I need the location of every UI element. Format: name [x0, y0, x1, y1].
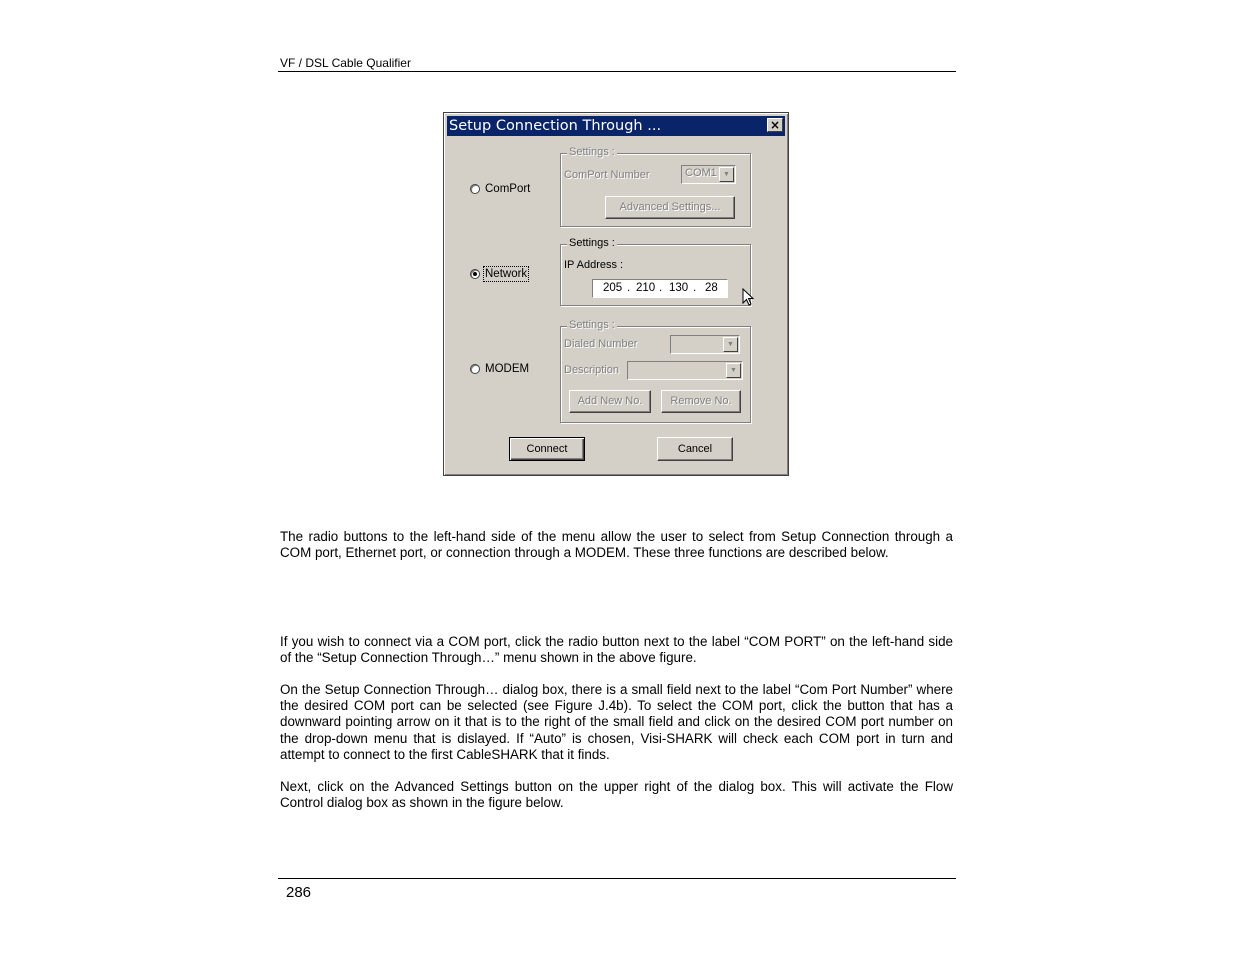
radio-network-label: Network: [485, 268, 528, 280]
chevron-down-icon[interactable]: ▼: [726, 363, 741, 378]
ip-octet-4[interactable]: 28: [705, 282, 718, 294]
close-button[interactable]: ×: [767, 118, 783, 132]
ip-address-label: IP Address :: [564, 259, 624, 271]
network-settings-legend: Settings :: [569, 237, 615, 249]
dialed-number-select[interactable]: [670, 335, 740, 354]
radio-modem[interactable]: [470, 363, 529, 375]
add-new-number-button[interactable]: Add New No.: [569, 390, 651, 413]
ip-dot: .: [659, 282, 663, 294]
dialog-titlebar: [447, 116, 785, 136]
description-label: Description: [564, 364, 620, 376]
paragraph-advanced-settings: Next, click on the Advanced Settings button on the upper right of the dialog box. This will activate the Flow Control dialog box as shown in the figure below.: [280, 779, 953, 811]
radio-modem-label: MODEM: [485, 363, 530, 375]
comport-settings-legend: Settings :: [569, 146, 615, 158]
radio-comport-label: ComPort: [485, 183, 531, 195]
radio-comport[interactable]: [470, 183, 530, 195]
connect-button[interactable]: Connect: [509, 437, 585, 461]
cancel-button[interactable]: Cancel: [657, 437, 733, 461]
dialed-number-label: Dialed Number: [564, 338, 638, 350]
ip-dot: .: [693, 282, 697, 294]
footer-rule: [278, 878, 956, 879]
modem-settings-legend: Settings :: [569, 319, 615, 331]
paragraph-intro: The radio buttons to the left-hand side of the menu allow the user to select from Setup Connection through a COM port, Ethernet port, or connection through a MODEM. These three functions are described below.: [280, 529, 953, 561]
paragraph-comport: If you wish to connect via a COM port, click the radio button next to the label “COM PORT” on the left-hand side of the “Setup Connection Through…” menu shown in the above figure.: [280, 634, 953, 666]
advanced-settings-button[interactable]: Advanced Settings...: [605, 196, 735, 219]
ip-dot: .: [627, 282, 631, 294]
ip-address-field[interactable]: [592, 279, 728, 298]
comport-number-label: ComPort Number: [564, 169, 650, 181]
ip-octet-2[interactable]: 210: [636, 282, 656, 294]
mouse-pointer-icon: [742, 288, 754, 307]
comport-number-value: COM1: [685, 167, 717, 179]
radio-circle-icon: [470, 364, 480, 374]
comport-number-select[interactable]: [681, 165, 736, 184]
chevron-down-icon[interactable]: ▼: [719, 167, 734, 182]
description-select[interactable]: [627, 361, 743, 380]
header-rule: [278, 71, 956, 72]
ip-octet-1[interactable]: 205: [603, 282, 623, 294]
page-number: 286: [286, 884, 312, 901]
paragraph-comport-number: On the Setup Connection Through… dialog box, there is a small field next to the label “Com Port Number” where the desired COM port can be selected (see Figure J.4b). To select the COM port, click the button that has a downward pointing arrow on it that is to the right of the small field and click on the desired COM port number on the drop-down menu that is dislayed. If “Auto” is chosen, Visi-SHARK will check each COM port in turn and attempt to connect to the first CableSHARK that it finds.: [280, 682, 953, 762]
radio-circle-icon: [470, 184, 480, 194]
radio-network[interactable]: [470, 268, 527, 280]
ip-octet-3[interactable]: 130: [669, 282, 689, 294]
chevron-down-icon[interactable]: ▼: [723, 337, 738, 352]
radio-selected-icon: [470, 269, 480, 279]
remove-number-button[interactable]: Remove No.: [661, 390, 741, 413]
dialog-title: Setup Connection Through ...: [449, 118, 662, 134]
running-header: VF / DSL Cable Qualifier: [280, 56, 411, 70]
